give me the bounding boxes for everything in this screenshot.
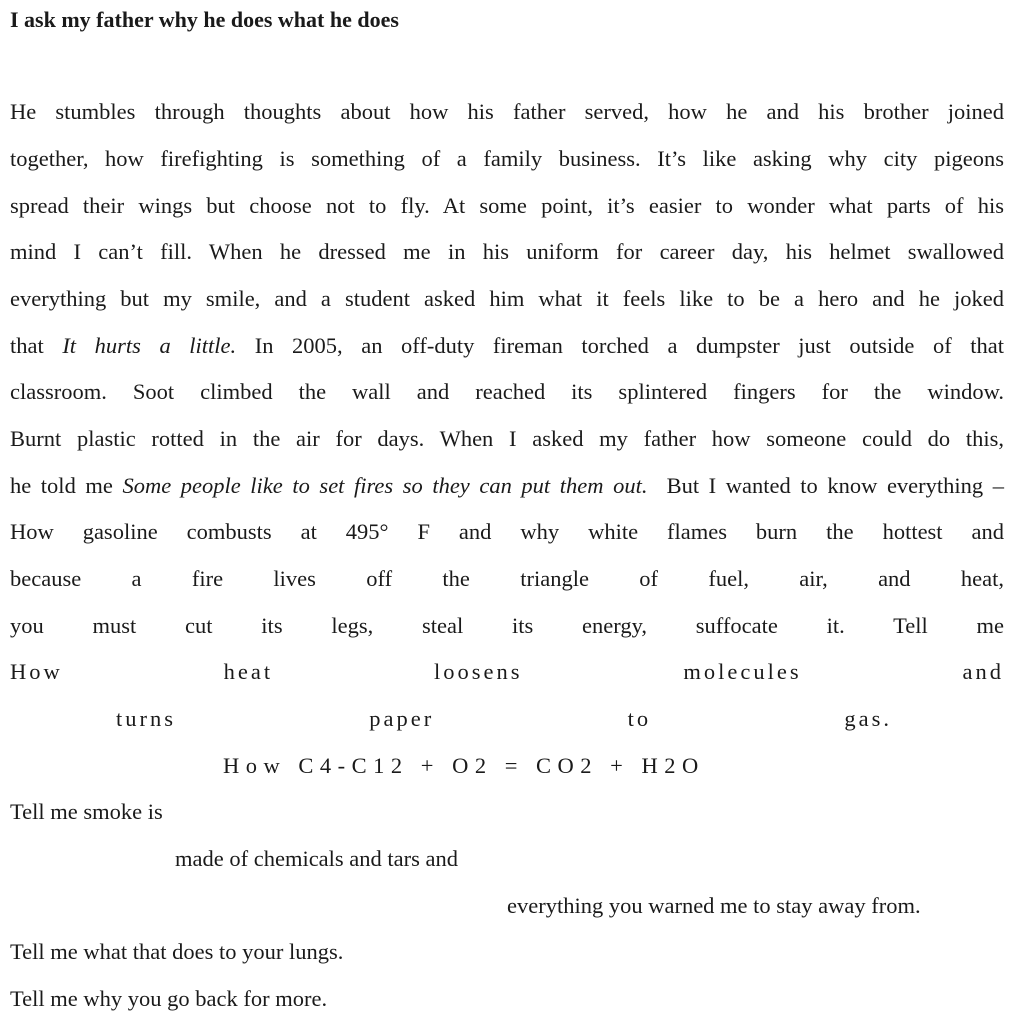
text-line-6-before: that <box>10 333 63 358</box>
closing-line-2: made of chemicals and tars and <box>175 846 459 871</box>
text-line-9-before: he told me <box>10 473 123 498</box>
text-line-1: He stumbles through thoughts about how his father served, how he and his brother joined <box>10 99 1004 124</box>
closing-line-5: Tell me why you go back for more. <box>10 986 328 1011</box>
text-line-6-after: In 2005, an off-duty fireman torched a dumpster just outside of that <box>236 333 1004 358</box>
closing-line-3: everything you warned me to stay away from. <box>507 893 921 918</box>
italic-quote-fires: Some people like to set fires so they can put them out. <box>122 473 648 498</box>
document-page <box>10 0 1004 1024</box>
text-line-2: together, how firefighting is something of a family business. It’s like asking why city pigeons <box>10 146 1004 171</box>
text-line-7: classroom. Soot climbed the wall and reached its splintered fingers for the window. <box>10 379 1004 404</box>
text-line-4: mind I can’t fill. When he dressed me in his uniform for career day, his helmet swallowed <box>10 239 1004 264</box>
poem-title: I ask my father why he does what he does <box>10 7 399 32</box>
text-line-11: because a fire lives off the triangle of fuel, air, and heat, <box>10 566 1004 591</box>
text-line-9 <box>10 471 1004 501</box>
text-line-8: Burnt plastic rotted in the air for days. When I asked my father how someone could do this, <box>10 426 1004 451</box>
text-line-9-after: But I wanted to know everything – <box>647 473 1004 498</box>
closing-line-1: Tell me smoke is <box>10 799 163 824</box>
text-line-10: How gasoline combusts at 495° F and why white flames burn the hottest and <box>10 519 1004 544</box>
chemical-equation: How C4-C12 + O2 = CO2 + H2O <box>223 753 705 778</box>
text-line-13: How heat loosens molecules and <box>10 659 1004 684</box>
text-line-5: everything but my smile, and a student asked him what it feels like to be a hero and he joked <box>10 286 1004 311</box>
text-line-12: you must cut its legs, steal its energy, suffocate it. Tell me <box>10 613 1004 638</box>
closing-line-4: Tell me what that does to your lungs. <box>10 939 344 964</box>
text-line-6 <box>10 331 1004 361</box>
text-line-3: spread their wings but choose not to fly. At some point, it’s easier to wonder what parts of his <box>10 193 1004 218</box>
italic-quote-hurts: It hurts a little. <box>62 333 237 358</box>
text-line-14: turns paper to gas. <box>116 706 892 731</box>
